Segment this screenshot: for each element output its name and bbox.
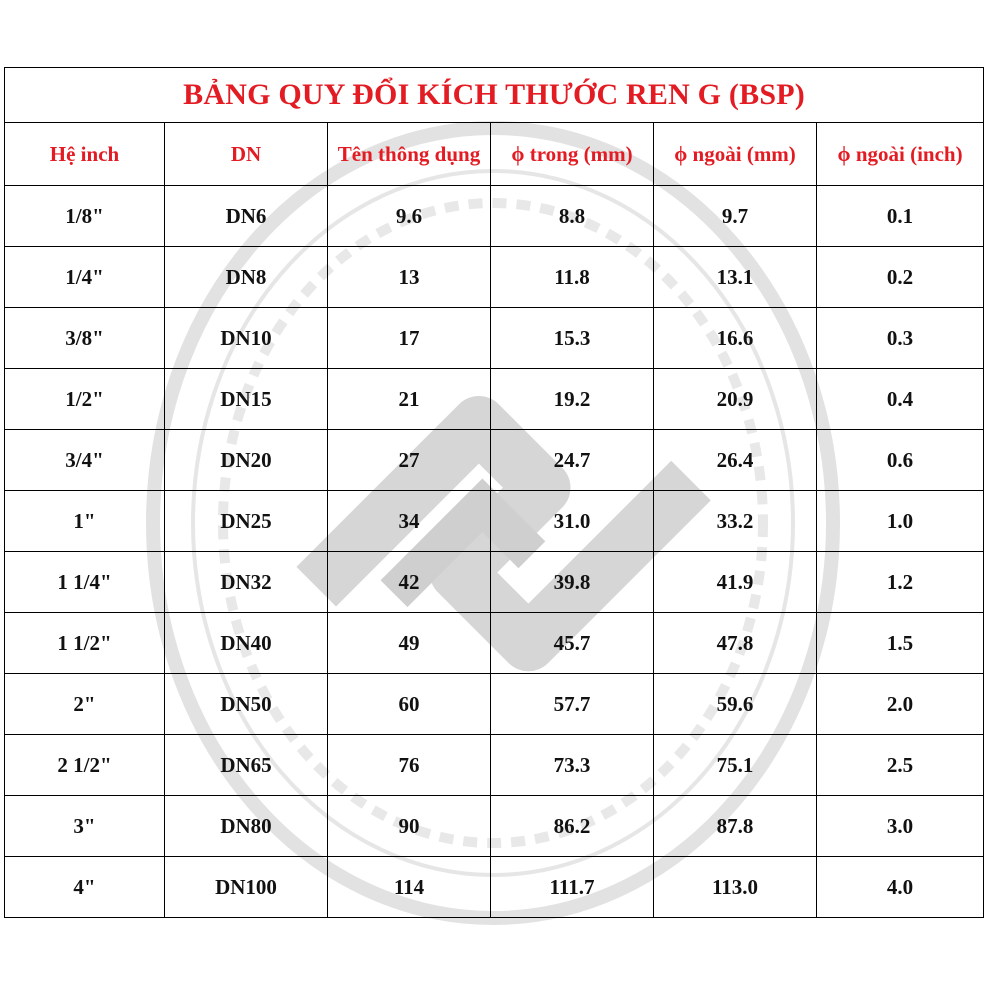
cell-inch: 1" — [5, 491, 165, 552]
cell-inch: 1 1/2" — [5, 613, 165, 674]
cell-outer-inch: 1.5 — [817, 613, 984, 674]
cell-outer-inch: 2.0 — [817, 674, 984, 735]
header-inner-diameter-mm: ϕ trong (mm) — [491, 123, 654, 186]
header-common-name: Tên thông dụng — [328, 123, 491, 186]
cell-common-name: 90 — [328, 796, 491, 857]
cell-outer-inch: 3.0 — [817, 796, 984, 857]
cell-outer-mm: 33.2 — [654, 491, 817, 552]
cell-inner-mm: 45.7 — [491, 613, 654, 674]
cell-dn: DN20 — [165, 430, 328, 491]
cell-inner-mm: 111.7 — [491, 857, 654, 918]
cell-dn: DN8 — [165, 247, 328, 308]
cell-common-name: 76 — [328, 735, 491, 796]
cell-common-name: 13 — [328, 247, 491, 308]
cell-outer-mm: 41.9 — [654, 552, 817, 613]
cell-inch: 1/4" — [5, 247, 165, 308]
cell-outer-mm: 26.4 — [654, 430, 817, 491]
table-row — [5, 674, 984, 735]
cell-dn: DN6 — [165, 186, 328, 247]
cell-common-name: 49 — [328, 613, 491, 674]
cell-outer-mm: 16.6 — [654, 308, 817, 369]
cell-common-name: 9.6 — [328, 186, 491, 247]
cell-dn: DN80 — [165, 796, 328, 857]
cell-inch: 2 1/2" — [5, 735, 165, 796]
header-outer-diameter-mm: ϕ ngoài (mm) — [654, 123, 817, 186]
cell-inner-mm: 24.7 — [491, 430, 654, 491]
cell-dn: DN100 — [165, 857, 328, 918]
table-title: BẢNG QUY ĐỔI KÍCH THƯỚC REN G (BSP) — [5, 68, 984, 123]
cell-common-name: 21 — [328, 369, 491, 430]
cell-outer-inch: 4.0 — [817, 857, 984, 918]
cell-common-name: 42 — [328, 552, 491, 613]
cell-dn: DN15 — [165, 369, 328, 430]
cell-outer-inch: 1.2 — [817, 552, 984, 613]
table-row — [5, 430, 984, 491]
table-row — [5, 613, 984, 674]
cell-common-name: 27 — [328, 430, 491, 491]
cell-dn: DN65 — [165, 735, 328, 796]
cell-inner-mm: 15.3 — [491, 308, 654, 369]
cell-outer-inch: 0.3 — [817, 308, 984, 369]
cell-common-name: 60 — [328, 674, 491, 735]
header-outer-diameter-inch: ϕ ngoài (inch) — [817, 123, 984, 186]
table-row — [5, 796, 984, 857]
cell-inch: 1 1/4" — [5, 552, 165, 613]
cell-inch: 1/8" — [5, 186, 165, 247]
cell-inch: 1/2" — [5, 369, 165, 430]
cell-outer-mm: 113.0 — [654, 857, 817, 918]
cell-inner-mm: 73.3 — [491, 735, 654, 796]
table-row — [5, 552, 984, 613]
cell-inner-mm: 31.0 — [491, 491, 654, 552]
cell-dn: DN50 — [165, 674, 328, 735]
cell-common-name: 17 — [328, 308, 491, 369]
cell-inch: 3/4" — [5, 430, 165, 491]
cell-outer-inch: 0.2 — [817, 247, 984, 308]
header-inch: Hệ inch — [5, 123, 165, 186]
table-row — [5, 735, 984, 796]
cell-outer-inch: 1.0 — [817, 491, 984, 552]
cell-inch: 2" — [5, 674, 165, 735]
header-dn: DN — [165, 123, 328, 186]
table-row — [5, 369, 984, 430]
cell-outer-inch: 0.1 — [817, 186, 984, 247]
cell-common-name: 114 — [328, 857, 491, 918]
cell-inner-mm: 57.7 — [491, 674, 654, 735]
cell-outer-mm: 87.8 — [654, 796, 817, 857]
cell-common-name: 34 — [328, 491, 491, 552]
cell-outer-mm: 75.1 — [654, 735, 817, 796]
cell-outer-mm: 9.7 — [654, 186, 817, 247]
cell-outer-mm: 13.1 — [654, 247, 817, 308]
cell-dn: DN40 — [165, 613, 328, 674]
cell-outer-mm: 20.9 — [654, 369, 817, 430]
cell-dn: DN32 — [165, 552, 328, 613]
cell-inch: 3/8" — [5, 308, 165, 369]
table-row — [5, 857, 984, 918]
cell-inner-mm: 8.8 — [491, 186, 654, 247]
table-row — [5, 247, 984, 308]
cell-inner-mm: 11.8 — [491, 247, 654, 308]
cell-inner-mm: 39.8 — [491, 552, 654, 613]
cell-outer-inch: 0.6 — [817, 430, 984, 491]
cell-outer-mm: 47.8 — [654, 613, 817, 674]
header-row — [5, 123, 984, 186]
cell-outer-inch: 2.5 — [817, 735, 984, 796]
cell-inch: 3" — [5, 796, 165, 857]
table-row — [5, 491, 984, 552]
table-row — [5, 308, 984, 369]
cell-inch: 4" — [5, 857, 165, 918]
cell-outer-inch: 0.4 — [817, 369, 984, 430]
cell-dn: DN10 — [165, 308, 328, 369]
cell-dn: DN25 — [165, 491, 328, 552]
cell-inner-mm: 86.2 — [491, 796, 654, 857]
cell-inner-mm: 19.2 — [491, 369, 654, 430]
cell-outer-mm: 59.6 — [654, 674, 817, 735]
bsp-conversion-table — [4, 67, 984, 918]
table-row — [5, 186, 984, 247]
